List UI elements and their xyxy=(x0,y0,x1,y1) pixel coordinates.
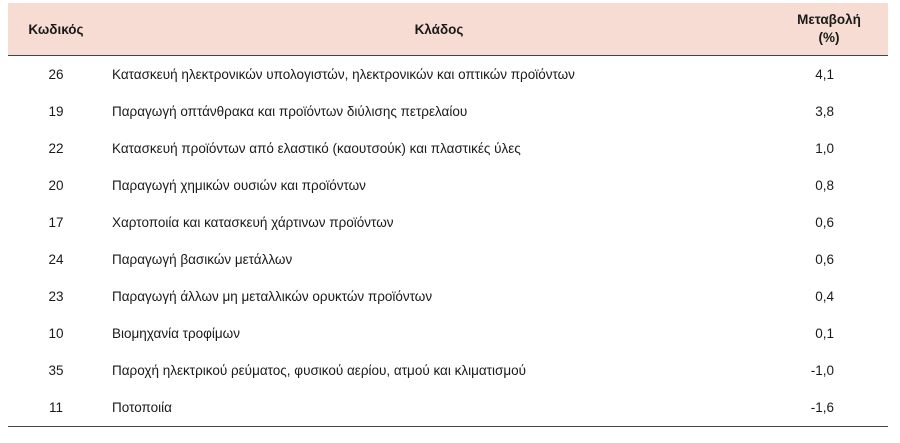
row-code: 23 xyxy=(48,289,64,304)
row-code: 24 xyxy=(48,252,64,267)
row-change: 0,6 xyxy=(815,215,834,230)
row-change: -1,6 xyxy=(774,389,888,427)
row-sector: Χαρτοποιία και κατασκευή χάρτινων προϊόντων xyxy=(112,215,394,230)
row-change: -1,0 xyxy=(810,363,834,378)
row-code: 26 xyxy=(48,67,64,82)
table-row xyxy=(8,352,888,389)
row-sector: Παροχή ηλεκτρικού ρεύματος, φυσικού αερίου, ατμού και κλιματισμού xyxy=(112,363,527,378)
header-code: Κωδικός xyxy=(8,3,104,56)
table-row xyxy=(8,389,888,427)
row-code: 11 xyxy=(8,389,104,427)
table-row xyxy=(8,315,888,352)
row-change: 0,1 xyxy=(815,326,834,341)
row-code: 10 xyxy=(48,326,64,341)
row-change: 0,6 xyxy=(815,252,834,267)
row-change: 1,0 xyxy=(815,141,834,156)
row-sector: Ποτοποιία xyxy=(104,389,774,427)
row-sector: Βιομηχανία τροφίμων xyxy=(112,326,240,341)
header-row xyxy=(8,3,888,56)
row-code: 19 xyxy=(48,104,64,119)
table-row xyxy=(8,93,888,130)
row-sector: Παραγωγή χημικών ουσιών και προϊόντων xyxy=(112,178,366,193)
row-sector: Παραγωγή οπτάνθρακα και προϊόντων διύλισης πετρελαίου xyxy=(112,104,468,119)
row-sector: Παραγωγή άλλων μη μεταλλικών ορυκτών προϊόντων xyxy=(112,289,433,304)
row-sector: Κατασκευή ηλεκτρονικών υπολογιστών, ηλεκτρονικών και οπτικών προϊόντων xyxy=(112,67,575,82)
table-row xyxy=(8,241,888,278)
table-header xyxy=(8,3,888,56)
table-row xyxy=(8,204,888,241)
header-sector: Κλάδος xyxy=(104,3,774,56)
row-code: 22 xyxy=(48,141,64,156)
row-code: 35 xyxy=(48,363,64,378)
header-change-unit: (%) xyxy=(818,30,840,45)
sector-change-table xyxy=(8,3,888,427)
table-body xyxy=(8,56,888,427)
row-change: 4,1 xyxy=(815,67,834,82)
row-change: 0,8 xyxy=(815,178,834,193)
row-sector: Παραγωγή βασικών μετάλλων xyxy=(112,252,293,267)
header-change xyxy=(774,3,888,56)
row-change: 0,4 xyxy=(815,289,834,304)
table-row xyxy=(8,167,888,204)
table-row xyxy=(8,130,888,167)
row-code: 20 xyxy=(48,178,64,193)
sector-change-table-container xyxy=(8,3,888,427)
table-row xyxy=(8,278,888,315)
row-sector: Κατασκευή προϊόντων από ελαστικό (καουτσούκ) και πλαστικές ύλες xyxy=(112,141,521,156)
row-change: 3,8 xyxy=(815,104,834,119)
header-change-label: Μεταβολή xyxy=(797,12,861,27)
table-row xyxy=(8,56,888,94)
row-code: 17 xyxy=(48,215,64,230)
